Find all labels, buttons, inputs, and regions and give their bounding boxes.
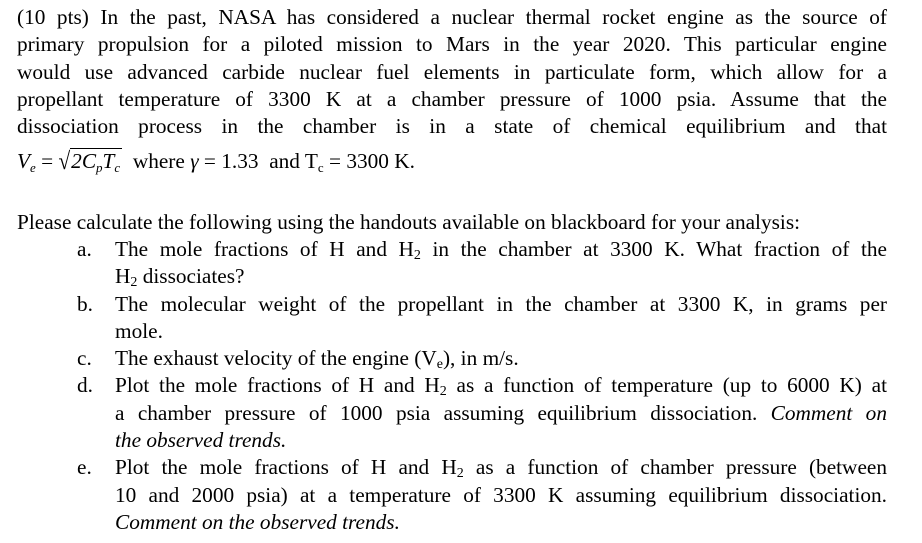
- item-e-line-1: [115, 454, 887, 481]
- item-a-line-2: [115, 263, 887, 290]
- text-segment: The exhaust velocity of the engine (V: [115, 346, 437, 371]
- item-letter: b.: [77, 291, 93, 316]
- tc-value: = 3300 K.: [323, 149, 415, 173]
- sqrt-expression: [58, 146, 122, 176]
- list-item-e: [77, 454, 887, 536]
- item-a-line-1: [115, 236, 887, 263]
- item-body: [115, 454, 887, 536]
- subscript: e: [436, 357, 443, 373]
- subscript: 2: [413, 248, 421, 263]
- instructions-prompt: Please calculate the following using the handouts available on blackboard for your analysis:: [17, 210, 801, 234]
- problem-intro: [17, 4, 887, 140]
- item-letter: e.: [77, 455, 92, 480]
- list-item-b: [77, 291, 887, 346]
- text-segment: a chamber pressure of 1000 psia assuming equilibrium dissociation.: [115, 400, 771, 425]
- text-segment: in the chamber at 3300 K. What fraction of the: [420, 237, 887, 261]
- item-body: [115, 291, 887, 346]
- text-segment: as a function of temperature (up to 6000 K) at: [446, 373, 887, 398]
- item-c-line-1: [115, 345, 887, 372]
- subscript: 2: [130, 275, 138, 291]
- sqrt-icon: √: [58, 147, 71, 175]
- tc-sub: c: [317, 160, 324, 175]
- text-segment: dissociates?: [137, 264, 245, 289]
- exhaust-velocity-equation: [17, 146, 415, 176]
- item-letter: c.: [77, 346, 92, 371]
- intro-line-3: would use advanced carbide nuclear fuel elements in particulate form, which allow for a: [17, 59, 887, 84]
- item-d-line-1: [115, 372, 887, 399]
- item-body: [115, 236, 887, 291]
- text-segment: H: [115, 264, 131, 289]
- item-d-line-3: the observed trends.: [115, 428, 287, 453]
- item-e-line-3: Comment on the observed trends.: [115, 509, 400, 534]
- text-segment: The mole fractions of H and H: [115, 237, 414, 261]
- eq-where: where: [132, 149, 185, 173]
- eq-lhs-sub: e: [30, 160, 36, 175]
- radicand-sub-p: p: [96, 160, 103, 175]
- intro-line-4: propellant temperature of 3300 K at a chamber pressure of 1000 psia. Assume that the: [17, 86, 887, 111]
- intro-line-2: primary propulsion for a piloted mission to Mars in the year 2020. This particular engine: [17, 32, 887, 57]
- text-segment: Plot the mole fractions of H and H: [115, 455, 457, 480]
- list-item-a: [77, 236, 887, 291]
- eq-equals: =: [41, 149, 54, 173]
- intro-line-1: (10 pts) In the past, NASA has considered a nuclear thermal rocket engine as the source of: [17, 5, 887, 29]
- radicand-sub-c: c: [114, 160, 121, 175]
- list-item-c: [77, 345, 887, 372]
- radicand-t: T: [102, 149, 115, 173]
- item-body: [115, 345, 887, 372]
- eq-and-t: and T: [269, 149, 318, 173]
- item-letter: d.: [77, 373, 93, 398]
- gamma-symbol: γ: [190, 149, 199, 173]
- item-letter: a.: [77, 237, 92, 261]
- subscript: 2: [456, 466, 464, 482]
- list-item-d: [77, 372, 887, 454]
- item-e-line-2: 10 and 2000 psia) at a temperature of 3300 K assuming equilibrium dissociation.: [115, 482, 887, 507]
- text-segment: ), in m/s.: [442, 346, 519, 371]
- eq-lhs: V: [17, 149, 31, 173]
- radicand: [70, 148, 122, 173]
- item-d-line-2: [115, 400, 887, 427]
- item-b-line-2: mole.: [115, 318, 163, 343]
- italic-text: Comment on: [770, 400, 887, 425]
- item-b-line-1: The molecular weight of the propellant in the chamber at 3300 K, in grams per: [115, 291, 887, 316]
- subscript: 2: [439, 384, 447, 400]
- item-body: [115, 372, 887, 454]
- question-list: [77, 236, 887, 536]
- intro-line-5: dissociation process in the chamber is in a state of chemical equilibrium and that: [17, 114, 887, 139]
- radicand-2c: 2C: [71, 149, 97, 173]
- text-segment: as a function of chamber pressure (between: [463, 455, 887, 480]
- gamma-value: = 1.33: [198, 149, 259, 173]
- text-segment: Plot the mole fractions of H and H: [115, 373, 440, 398]
